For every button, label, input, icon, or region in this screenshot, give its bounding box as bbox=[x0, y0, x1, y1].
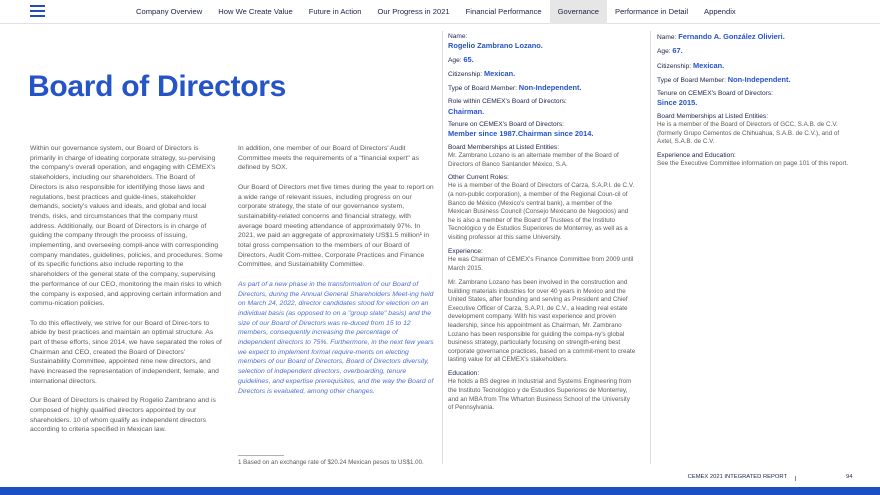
director-name: Rogelio Zambrano Lozano. bbox=[448, 41, 543, 51]
page-title: Board of Directors bbox=[28, 70, 286, 103]
director-profile-gonzalez bbox=[657, 32, 853, 173]
tenure-label: Tenure on CEMEX's Board of Directors: bbox=[657, 90, 773, 98]
name-label: Name: bbox=[448, 33, 468, 40]
experience-text: Mr. Zambrano Lozano has been involved in the construction and building materials industries for over 40 years in Mexico and the United States, after founding and serving as President and Chief Executive Officer of Carza, S.A.P.I. de C.V., a leading real estate development company. With his vast experience and proven leadership, since his appointment as Chairman, Mr. Zambrano Lozano has been responsible for guiding the compa-ny's global business strategy, particularly focusing on strength-ening best corporate governance practices, based on a commit-ment to create lasting value for all CEMEX's stakeholders. bbox=[448, 279, 636, 364]
age-label: Age: bbox=[657, 48, 671, 56]
footnote: 1 Based on an exchange rate of $20.24 Mexican pesos to US$1.00. bbox=[238, 459, 424, 466]
nav-tab-performance-in-detail[interactable]: Performance in Detail bbox=[615, 7, 689, 16]
director-profile-zambrano bbox=[448, 32, 636, 417]
memberships-text: Mr. Zambrano Lozano is an alternate member of the Board of Directors of Banco Santander México, S.A. bbox=[448, 151, 619, 168]
top-navigation-bar bbox=[0, 0, 880, 24]
citizenship-label: Citizenship: bbox=[448, 70, 483, 78]
name-label: Name: bbox=[657, 34, 677, 41]
bottom-accent-bar bbox=[0, 487, 880, 495]
page-number: 94 bbox=[846, 474, 853, 480]
nav-tab-future-in-action[interactable]: Future in Action bbox=[308, 7, 362, 16]
education-label: Education: bbox=[448, 370, 480, 378]
other-roles-label: Other Current Roles: bbox=[448, 174, 509, 182]
column-divider bbox=[442, 31, 443, 464]
experience-education-label: Experience and Education: bbox=[657, 151, 736, 159]
column-divider bbox=[650, 31, 651, 464]
nav-tab-our-progress[interactable]: Our Progress in 2021 bbox=[377, 7, 450, 16]
member-type: Non-Independent. bbox=[518, 83, 582, 93]
director-age: 67. bbox=[672, 46, 683, 56]
tenure-label: Tenure on CEMEX's Board of Directors: bbox=[448, 121, 564, 129]
paragraph: Our Board of Directors met five times during the year to report on a wide range of relevant issues, including progress on our corporate strategy, the state of our governance system, sustainability-related concerns and financial strategy, with average board meeting attendance of approximately 97%. In 2021, we paid an aggregate of approximately US$1.5 million¹ in total gross compensation to the members of our Board of Directors, Audit Com-mittee, Corporate Practices and Finance Committee, and Sustainability Committee. bbox=[238, 183, 434, 269]
experience-text: He was Chairman of CEMEX's Finance Committee from 2009 until March 2015. bbox=[448, 255, 634, 272]
member-type-label: Type of Board Member: bbox=[448, 85, 517, 93]
section-nav bbox=[128, 0, 744, 24]
education-text: He holds a BS degree in Industrial and Systems Engineering from the Instituto Tecnológico y de Estudios Superiores de Monterrey, and an MBA from The Wharton Business School of the University of Pennsylvania. bbox=[448, 378, 632, 412]
memberships-label: Board Memberships at Listed Entities: bbox=[657, 112, 769, 120]
director-citizenship: Mexican. bbox=[483, 68, 516, 78]
body-column-1 bbox=[30, 144, 224, 445]
age-label: Age: bbox=[448, 56, 462, 64]
member-type: Non-Independent. bbox=[727, 74, 791, 84]
experience-label: Experience: bbox=[448, 247, 483, 255]
paragraph: Within our governance system, our Board of Directors is primarily in charge of ideating corporate strategy, su-pervising the company's overall operation, and engaging with CEMEX's stakeholders, including our shareholders. The Board of Directors is also responsible for identifying those laws and regulations, best practices and guide-lines, stakeholder demands, society's values and ideals, and global and local trends, risks, and circumstances that the company must address. Additionally, our Board of Directors is in charge of guiding the company through the process of issuing, implementing, and overseeing compli-ance with corresponding company mandates, guidelines, policies, and procedures. Some of its specific functions also include reporting to the shareholders of the general state of the company, supervising the performance of our CEO, monitoring the main risks to which the company is exposed, and approving certain information and commu-nication policies. bbox=[30, 145, 223, 308]
citizenship-label: Citizenship: bbox=[657, 62, 692, 70]
footer-divider bbox=[795, 476, 796, 481]
memberships-label: Board Memberships at Listed Entities: bbox=[448, 143, 560, 151]
nav-tab-financial-performance[interactable]: Financial Performance bbox=[465, 7, 542, 16]
director-name: Fernando A. González Olivieri. bbox=[678, 32, 785, 41]
hamburger-menu-icon[interactable] bbox=[30, 5, 45, 17]
role-label: Role within CEMEX's Board of Directors: bbox=[448, 98, 567, 106]
footnote-divider bbox=[238, 455, 284, 456]
nav-tab-company-overview[interactable]: Company Overview bbox=[136, 7, 203, 16]
nav-tab-how-we-create-value[interactable]: How We Create Value bbox=[218, 7, 293, 16]
nav-tab-governance[interactable]: Governance bbox=[550, 0, 607, 24]
member-type-label: Type of Board Member: bbox=[657, 76, 726, 84]
director-age: 65. bbox=[463, 54, 474, 64]
director-citizenship: Mexican. bbox=[692, 60, 725, 70]
director-tenure: Since 2015. bbox=[657, 98, 698, 108]
body-column-2 bbox=[238, 144, 434, 406]
report-title: CEMEX 2021 INTEGRATED REPORT bbox=[687, 474, 787, 480]
memberships-text: He is a member of the Board of Directors of GCC, S.A.B. de C.V. (formerly Grupo Cementos de Chihuahua, S.A.B. de C.V.), and of Axtel, S.A.B. de C.V. bbox=[657, 121, 840, 146]
paragraph: Our Board of Directors is chaired by Rogelio Zambrano and is composed of highly qualified directors appointed by our shareholders. 10 of whom qualify as independent directors according to criteria specified in Mexican law. bbox=[30, 397, 216, 434]
director-tenure: Member since 1987.Chairman since 2014. bbox=[448, 129, 594, 139]
highlight-quote: As part of a new phase in the transformation of our Board of Directors, during the Annual General Shareholders Meet-ing held on March 24, 2022, director candidates stood for election on an individual basis (as opposed to on a "group slate" basis) and the size of our Board of Directors was re-duced from 15 to 12 members, consequently increasing the percentage of independent directors to 75%. Furthermore, in the next few years we expect to implement formal require-ments on electing members of our Board of Directors, Board of Directors diversity, selection of independent directors, overboarding, tenure guidelines, and expertise prerequisites, and the way the Board of Directors is evaluated, among other changes. bbox=[238, 280, 434, 395]
paragraph: In addition, one member of our Board of Directors' Audit Committee meets the requirements of a "financial expert" as defined by SOX. bbox=[238, 145, 419, 172]
paragraph: To do this effectively, we strive for our Board of Direc-tors to abide by best practices and maintain an optimal structure. As part of these efforts, since 2014, we have separated the roles of Chairman and CEO, created the Board of Directors' Sustainability Committee, appointed nine new directors, and have increased the representation of independent, female, and international directors. bbox=[30, 319, 222, 385]
other-roles-text: He is a member of the Board of Directors of Carza, S.A.P.I. de C.V. (a non-public corporation), a member of the Regional Coun-cil of Banco de México (Mexico's central bank), a member of the Mexican Business Council (Consejo Mexicano de Negocios) and he is also a member of the Board of Trustees of the Instituto Tecnológico y de Estudios Superiores de Monterrey, as well as a visiting professor at this same University. bbox=[448, 182, 635, 242]
experience-education-text: See the Executive Committee information on page 101 of this report. bbox=[657, 160, 849, 168]
director-role: Chairman. bbox=[448, 106, 485, 116]
nav-tab-appendix[interactable]: Appendix bbox=[704, 7, 736, 16]
